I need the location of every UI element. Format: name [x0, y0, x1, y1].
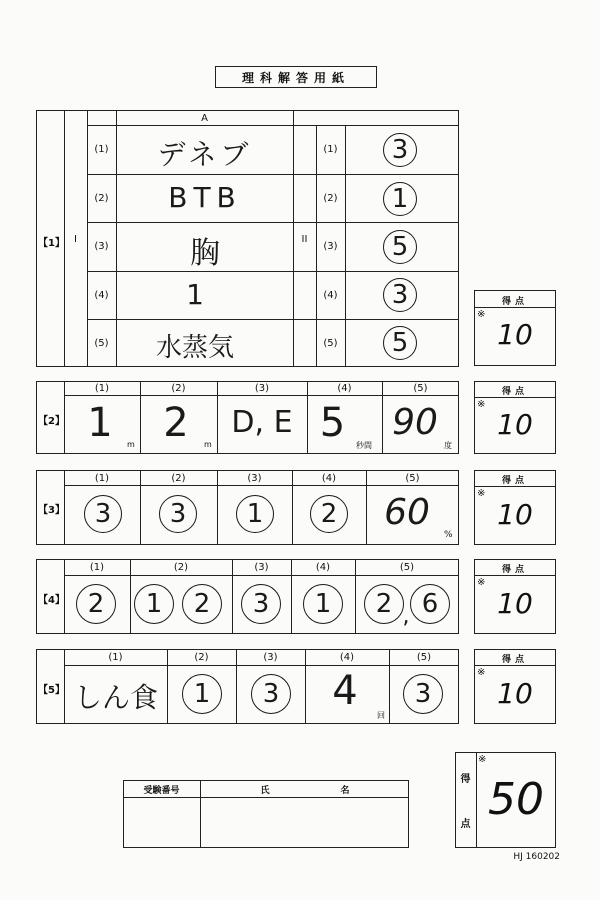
s4-num-1: (1) [89, 562, 105, 573]
s5-num-1: (1) [108, 652, 123, 663]
score-label-3: 得点 [501, 476, 528, 486]
s1b-answer-5: 5 [383, 326, 417, 360]
s1b-num-5: (5) [323, 338, 338, 349]
s2-answer-2: 2 [163, 400, 189, 446]
s1b-num-3: (3) [323, 241, 338, 252]
score-value-5: 10 [497, 677, 533, 710]
s3-num-1: (1) [94, 473, 110, 484]
s3-num-5: (5) [405, 473, 420, 484]
s2-num-2: (2) [171, 383, 186, 394]
score-mark-3: ※ [477, 488, 486, 499]
s2-unit-5: 度 [444, 441, 452, 450]
s4-separator: , [402, 604, 410, 629]
s2-num-5: (5) [413, 383, 428, 394]
s4-num-4: (4) [315, 562, 331, 573]
s1b-answer-4: 3 [383, 278, 417, 312]
score-value-1: 10 [497, 318, 533, 351]
score-label-5: 得点 [501, 655, 528, 665]
total-mark: ※ [478, 754, 487, 765]
s3-answer-4: 2 [310, 495, 348, 533]
s4-num-3: (3) [254, 562, 269, 573]
s1b-answer-3: 5 [383, 230, 417, 264]
s3-answer-5: 60 [384, 492, 430, 533]
s3-answer-2: 3 [159, 495, 197, 533]
s1a-num-1: (1) [94, 144, 109, 155]
score-label-1: 得点 [501, 297, 528, 307]
s5-num-2: (2) [194, 652, 209, 663]
s2-unit-2: m [204, 440, 212, 449]
s2-answer-4: 5 [319, 400, 346, 446]
form-code: HJ 160202 [513, 852, 560, 862]
score-value-2: 10 [497, 408, 533, 441]
s3-num-2: (2) [171, 473, 186, 484]
section-5-label: 【5】 [38, 685, 65, 696]
s1b-num-2: (2) [323, 193, 338, 204]
s3-answer-1: 3 [84, 495, 122, 533]
score-mark-5: ※ [477, 667, 486, 678]
section-2-label: 【2】 [38, 416, 65, 427]
s4-answer-4: 1 [303, 584, 343, 624]
s3-answer-3: 1 [236, 495, 274, 533]
part-ii-label: II [301, 234, 308, 245]
s5-answer-5: 3 [403, 674, 443, 714]
part-i-label: I [74, 234, 77, 245]
s4-answer-3: 3 [241, 584, 281, 624]
s1a-answer-3: 胸 [190, 236, 220, 271]
exam-number-field[interactable] [123, 798, 200, 847]
s1a-num-2: (2) [94, 193, 109, 204]
s5-answer-3: 3 [251, 674, 291, 714]
s2-num-4: (4) [337, 383, 352, 394]
score-value-4: 10 [497, 587, 533, 620]
s1a-answer-5: 水蒸気 [155, 333, 234, 363]
s5-answer-4: 4 [332, 668, 358, 714]
s4-answer-2a: 1 [134, 584, 174, 624]
s1b-num-4: (4) [323, 290, 338, 301]
name-label-1: 氏 [260, 786, 270, 796]
name-field[interactable] [201, 798, 408, 847]
total-value: 50 [488, 774, 544, 825]
section-3-label: 【3】 [38, 505, 65, 516]
s5-num-3: (3) [263, 652, 278, 663]
s2-unit-1: m [127, 440, 135, 449]
s4-answer-2b: 2 [182, 584, 222, 624]
score-mark-2: ※ [477, 399, 486, 410]
column-a-header: A [201, 113, 208, 124]
s1a-num-4: (4) [94, 290, 109, 301]
s4-num-2: (2) [173, 562, 189, 573]
s3-unit-5: % [444, 530, 453, 540]
s2-answer-3: D, E [231, 405, 293, 440]
s1b-answer-1: 3 [383, 133, 417, 167]
exam-number-label: 受験番号 [143, 786, 180, 796]
section-4-label: 【4】 [38, 595, 65, 606]
score-value-3: 10 [497, 498, 533, 531]
score-label-4: 得点 [501, 565, 528, 575]
score-mark-1: ※ [477, 309, 486, 320]
s5-num-4: (4) [339, 652, 355, 663]
s5-num-5: (5) [416, 652, 432, 663]
s5-answer-1: しん食 [73, 681, 158, 714]
total-label-bottom: 点 [460, 819, 471, 830]
s4-answer-5b: 6 [410, 584, 450, 624]
s1a-answer-1: デネブ [157, 138, 253, 171]
s5-answer-2: 1 [182, 674, 222, 714]
section-1-label: 【1】 [38, 238, 65, 249]
s3-num-4: (4) [321, 473, 337, 484]
s4-num-5: (5) [399, 562, 415, 573]
s1b-num-1: (1) [323, 144, 338, 155]
name-label-2: 名 [340, 786, 350, 796]
s5-unit-4: 回 [377, 711, 385, 720]
page-title: 理科解答用紙 [215, 66, 377, 88]
s1b-answer-2: 1 [383, 182, 417, 216]
s2-answer-1: 1 [87, 400, 113, 446]
s1a-answer-4: 1 [186, 278, 204, 311]
total-label-top: 得 [460, 774, 471, 785]
s2-num-1: (1) [94, 383, 110, 394]
s2-num-3: (3) [254, 383, 270, 394]
s3-num-3: (3) [247, 473, 262, 484]
s4-answer-5a: 2 [364, 584, 404, 624]
s1a-num-3: (3) [94, 241, 109, 252]
s4-answer-1: 2 [76, 584, 116, 624]
s2-answer-5: 90 [392, 402, 438, 443]
s1a-num-5: (5) [94, 338, 109, 349]
score-label-2: 得点 [501, 387, 528, 397]
s1a-answer-2: BTB [168, 181, 242, 214]
score-mark-4: ※ [477, 577, 486, 588]
s2-unit-4: 秒間 [356, 441, 372, 450]
